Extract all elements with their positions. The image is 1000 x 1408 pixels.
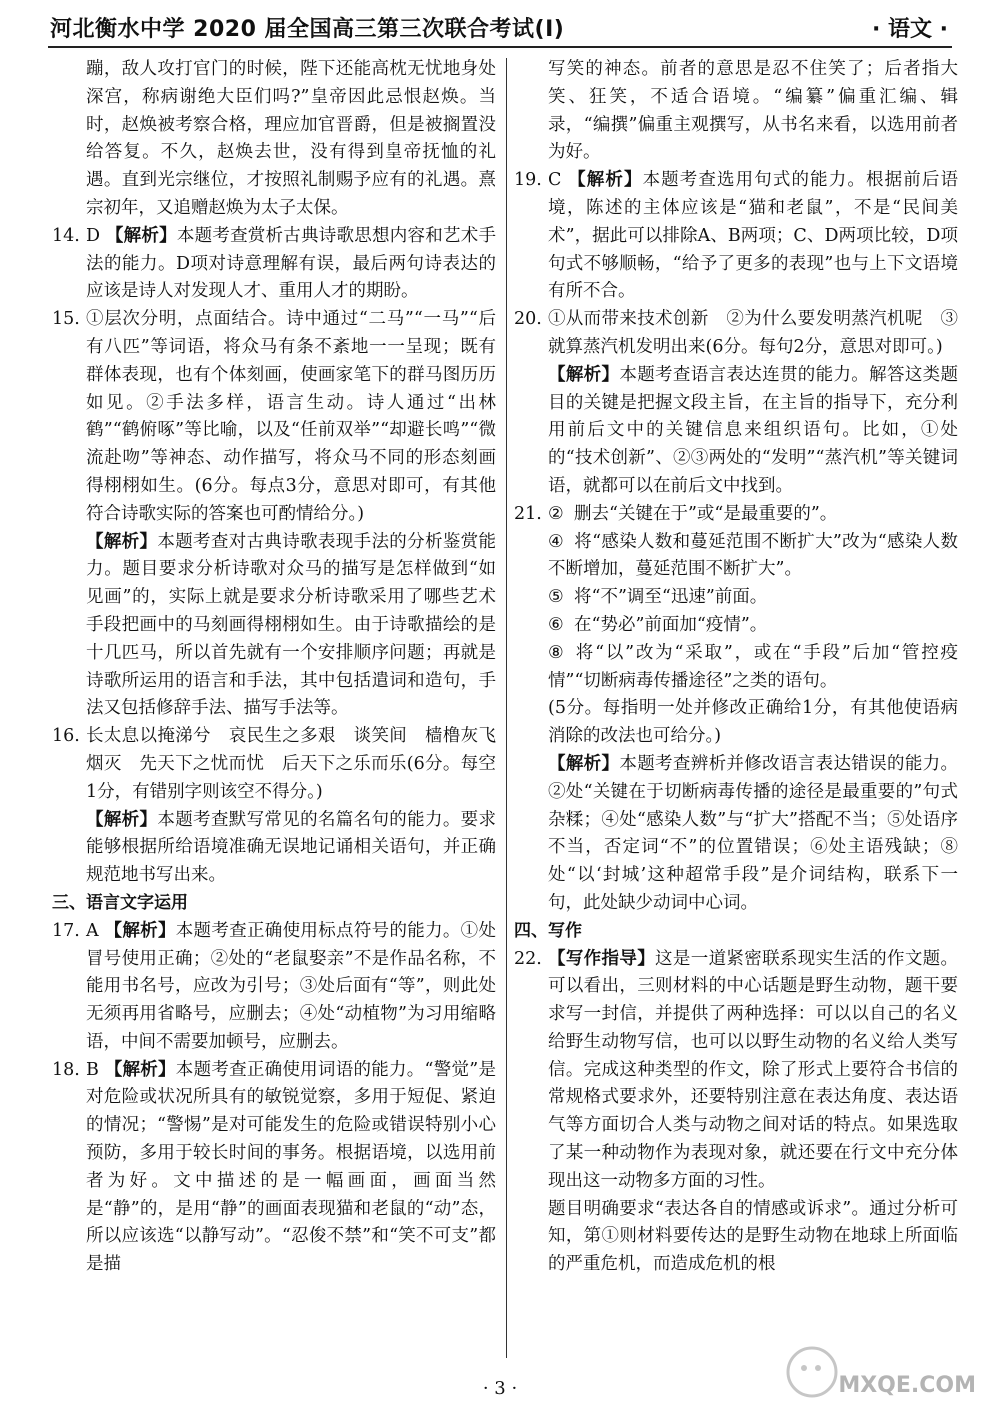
analysis-text: 本题考查默写常见的名篇名句的能力。要求能够根据所给语境准确无误地记诵相关语句，并正确规范地书写出来。	[86, 809, 497, 886]
correction-line	[548, 584, 958, 612]
correction-text: 将“感染人数和蔓延范围不断扩大”改为“感染人数不断增加，蔓延范围不断扩大”。	[548, 531, 958, 580]
question-number: 22.	[514, 948, 542, 969]
analysis-text: 本题考查辨析并修改语言表达错误的能力。②处“关键在于切断病毒传播的途径是最重要的”句式杂糅；④处“感染人数”与“扩大”搭配不当；⑤处语序不当，否定词“不”的位置错误；⑥处主语残缺；⑧处“以‘封城’这种超常手段”是介词结构，联系下一句，此处缺少动词中心词。	[548, 753, 959, 913]
scoring-note: (5分。每指明一处并修改正确给1分，有其他使语病消除的改法也可给分。)	[548, 698, 958, 747]
question-number: 18.	[52, 1059, 80, 1080]
correction-text: 在“势必”前面加“疫情”。	[574, 614, 768, 635]
question-number: 14.	[52, 225, 80, 246]
analysis-text: 本题考查正确使用标点符号的能力。①处冒号使用正确；②处的“老鼠娶亲”不是作品名称，不能用书名号，应改为引号；③处后面有“等”，则此处无须再用省略号，应删去；④处“动植物”为习用缩略语，中间不需要加顿号，应删去。	[86, 920, 496, 1052]
page-header	[48, 10, 952, 48]
correction-mark: ⑧	[548, 642, 564, 663]
question-16	[52, 723, 496, 890]
analysis-text: 本题考查对古典诗歌表现手法的分析鉴赏能力。题目要求分析诗歌对众马的描写是怎样做到“如见画”的，实际上就是要求分析诗歌采用了哪些艺术手段把画中的马刻画得栩栩如生。由于诗歌描绘的是十几匹马，所以首先就有一个安排顺序问题；再就是诗歌所运用的语言和手法，其中包括遣词和造句，手法又包括修辞手法、描写手法等。	[86, 531, 497, 719]
continued-text: 蹦，敌人攻打官门的时候，陛下还能高枕无忧地身处深宫，称病谢绝大臣们吗?”皇帝因此忌恨赵焕。当时，赵焕被考察合格，理应加官晋爵，但是被搁置没给答复。不久，赵焕去世，没有得到皇帝抚恤的礼遇。直到光宗继位，才按照礼制赐予应有的礼遇。熹宗初年，又追赠赵焕为太子太保。	[86, 59, 496, 218]
question-17	[52, 918, 496, 1057]
analysis-tag: 【解析】	[86, 809, 158, 830]
analysis-tag: 【解析】	[86, 531, 158, 552]
answer-text: ①从而带来技术创新 ②为什么要发明蒸汽机呢 ③就算蒸汽机发明出来(6分。每句2分，意思对即可。)	[548, 309, 958, 357]
analysis-text: 本题考查选用句式的能力。根据前后语境，陈述的主体应该是“猫和老鼠”，不是“民间美术”，据此可以排除A、B两项；C、D两项比较，D项句式不够顺畅，“给予了更多的表现”也与上下文语境有所不合。	[548, 170, 958, 302]
continued-text: 写笑的神态。前者的意思是忍不住笑了；后者指大笑、狂笑，不适合语境。“编纂”偏重汇编、辑录，“编撰”偏重主观撰写，从书名来看，以选用前者为好。	[548, 59, 958, 163]
analysis-text: 本题考查语言表达连贯的能力。解答这类题目的关键是把握文段主旨，在主旨的指导下，充分利用前后文中的关键信息来组织语句。比如，①处的“技术创新”、②③两处的“发明”“蒸汽机”等关键词语，就都可以在前后文中找到。	[548, 364, 959, 496]
writing-guide-tag: 【写作指导】	[548, 948, 656, 969]
question-number: 21.	[514, 503, 542, 524]
question-18	[52, 1057, 496, 1279]
answer-letter: A	[86, 920, 99, 941]
question-number: 15.	[52, 309, 80, 330]
correction-line	[548, 640, 958, 696]
analysis-tag: 【解析】	[104, 920, 176, 941]
question-20	[514, 306, 958, 501]
answer-text: 长太息以掩涕兮 哀民生之多艰 谈笑间 樯橹灰飞烟灭 先天下之忧而忧 后天下之乐而乐(6分。每空1分，有错别字则该空不得分。)	[86, 726, 496, 802]
left-column	[52, 56, 496, 1279]
correction-line	[548, 529, 958, 585]
column-divider	[506, 58, 507, 1358]
correction-mark: ⑤	[548, 587, 564, 608]
section-heading-3: 三、语言文字运用	[52, 892, 188, 913]
analysis-tag: 【解析】	[568, 170, 643, 191]
writing-guide-text-2: 题目明确要求“表达各自的情感或诉求”。通过分析可知，第①则材料要传达的是野生动物在地球上所面临的严重危机，而造成危机的根	[548, 1198, 958, 1275]
answer-letter: C	[548, 170, 562, 191]
exam-title: 河北衡水中学 2020 届全国高三第三次联合考试(Ⅰ)	[50, 17, 565, 42]
site-watermark	[782, 1342, 982, 1402]
right-column	[514, 56, 958, 1279]
question-14	[52, 223, 496, 306]
correction-text: 将“不”调至“迅速”前面。	[574, 587, 768, 608]
analysis-tag: 【解析】	[105, 225, 177, 246]
answer-text: ①层次分明，点面结合。诗中通过“二马”“一马”“后有八匹”等词语，将众马有条不紊地一一呈现；既有群体表现，也有个体刻画，使画家笔下的群马图历历如见。②手法多样，语言生动。诗人通过“出林鹤”“鹤俯啄”等比喻，以及“任前双举”“却避长鸣”“微流赴吻”等神态、动作描写，将众马不同的形态刻画得栩栩如生。(6分。每点3分，意思对即可，有其他符合诗歌实际的答案也可酌情给分。)	[86, 309, 496, 524]
correction-mark: ④	[548, 531, 564, 552]
correction-mark: ⑥	[548, 614, 564, 635]
question-15	[52, 306, 496, 723]
question-number: 19.	[514, 170, 542, 191]
question-19	[514, 167, 958, 306]
answer-letter: B	[86, 1059, 99, 1080]
question-22	[514, 946, 958, 1280]
answer-letter: D	[86, 225, 101, 246]
watermark-text: MXQE.COM	[838, 1373, 976, 1398]
correction-mark: ②	[548, 503, 564, 524]
analysis-text: 本题考查赏析古典诗歌思想内容和艺术手法的能力。D项对诗意理解有误，最后两句诗表达的应该是诗人对发现人才、重用人才的期盼。	[86, 225, 496, 302]
analysis-text: 本题考查正确使用词语的能力。“警觉”是对危险或状况所具有的敏锐觉察，多用于短促、紧迫的情况；“警惕”是对可能发生的危险或错误特别小心预防，多用于较长时间的事务。根据语境，以选用前者为好。文中描述的是一幅画面，画面当然是“静”的，是用“静”的画面表现猫和老鼠的“动”态，所以应该选“以静写动”。“忍俊不禁”和“笑不可支”都是描	[86, 1059, 496, 1275]
question-21	[514, 501, 958, 918]
correction-line	[548, 612, 958, 640]
section-heading-4: 四、写作	[514, 920, 582, 941]
page-number: · 3 ·	[482, 1378, 518, 1399]
analysis-tag: 【解析】	[548, 753, 620, 774]
question-number: 20.	[514, 309, 542, 330]
question-number: 16.	[52, 726, 80, 747]
analysis-tag: 【解析】	[104, 1059, 176, 1080]
writing-guide-text: 这是一道紧密联系现实生活的作文题。可以看出，三则材料的中心话题是野生动物，题干要求写一封信，并提供了两种选择：可以以自己的名义给野生动物写信，也可以以野生动物的名义给人类写信。完成这种类型的作文，除了形式上要符合书信的常规格式要求外，还要特别注意在表达角度、表达语气等方面切合人类与动物之间对话的特点。如果选取了某一种动物作为表现对象，就还要在行文中充分体现出这一动物多方面的习性。	[548, 948, 959, 1191]
correction-text: 将“以”改为“采取”，或在“手段”后加“管控疫情”“切断病毒传播途径”之类的语句。	[548, 642, 958, 691]
subject-label: · 语文 ·	[871, 17, 948, 42]
analysis-tag: 【解析】	[548, 364, 620, 385]
correction-text: 删去“关键在于”或“是最重要的”。	[574, 503, 838, 524]
correction-line	[548, 501, 958, 529]
question-number: 17.	[52, 920, 80, 941]
